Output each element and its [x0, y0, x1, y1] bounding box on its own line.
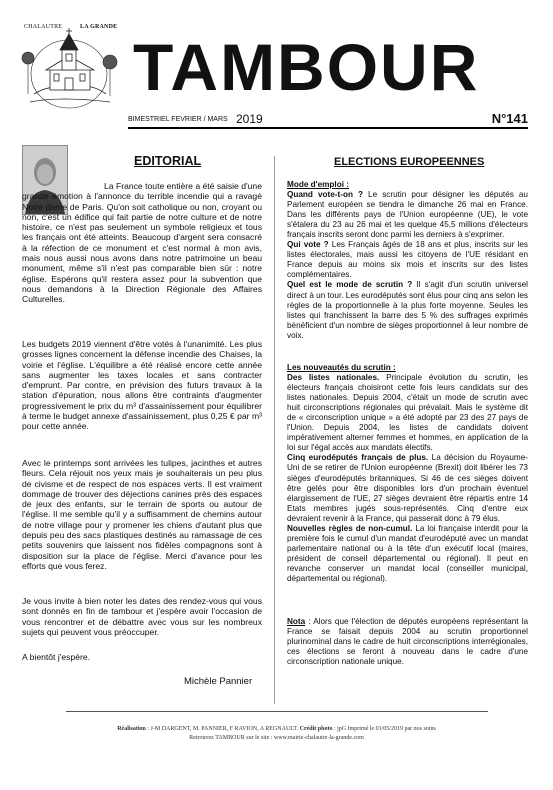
footer-photo-credit-label: Crédit photo [299, 726, 333, 732]
editorial-paragraph-4: Je vous invite à bien noter les dates des rendez-vous qui vous sont donnés en fin de tambour et j'espère avoir l'occasion de vous rencontrer et de débattre avec vous sur les nombreux sujets qui peuvent vous préoccuper. [22, 596, 262, 637]
editorial-paragraph-2: Les budgets 2019 viennent d'être votés à l'unanimité. Les plus grosses lignes concernent la défense incendie des Chaises, la voirie et l'église. L'équilibre a été réalisé encore cette année sans augmenter les taxes locales et sans contracter d'emprunt. Par contre, en prévision des futurs travaux à la station d'épuration, nous allons être contraints d'augmenter progressivement le prix du m³ d'assainissement pour équilibrer à terme le budget annexe d'assainissement, plus 0,25 € par m³ pour cette année. [22, 339, 262, 432]
footer-credits-label: Réalisation [117, 726, 146, 732]
question-who-label: Qui vote ? [287, 240, 329, 250]
elections-note [287, 617, 528, 667]
news-five-deputies [287, 453, 528, 523]
newsletter-title: TAMBOUR [133, 30, 480, 104]
question-when-text: Le scrutin pour désigner les députés au Parlement européen se tiendra le dimanche 26 mai en France. Dans les différents pays de l'Union européenne (UE), le vote s'étalera du 23 au 26 mai et les quelque 45,5 millions d'électeurs français inscrits seront donc parmi les derniers à s'exprimer. [287, 190, 528, 240]
elections-note-section [287, 617, 528, 667]
editorial-signature: Michèle Pannier [184, 676, 253, 687]
question-mode [287, 280, 528, 340]
question-when-label: Quand vote-t-on ? [287, 190, 364, 200]
news-non-cumul-text: La loi française interdit pour la première fois le cumul d'un mandat d'eurodéputé avec un mandat parlementaire national ou à la tête d'un exécutif local (maires, président de conseil départemental ou régional). Il peut en revanche conserver un mandat local (conseiller municipal, départemental ou régional). [287, 523, 528, 583]
news-five-deputies-text: La décision du Royaume-Uni de se retirer de l'Union européenne (Brexit) doit libérer les 73 sièges d'eurodéputés britanniques. Si 46 de ces sièges doivent être gelés pour être disponibles lors d'un prochain éventuel élargissement de l'UE, 27 sièges devraient être répartis entre 14 Etats membres jugés sous-représentés. Cinq d'entre eux devraient revenir à la France, qui passerait donc à 79 élus. [287, 453, 528, 523]
news-national-lists [287, 373, 528, 453]
column-divider [274, 156, 275, 704]
elections-news-section [287, 363, 528, 584]
logo-text-right: LA GRANDE [80, 24, 118, 30]
note-label: Nota [287, 617, 306, 626]
issue-period: BIMESTRIEL FEVRIER / MARS [128, 116, 228, 123]
editorial-paragraph-3: Avec le printemps sont arrivées les tulipes, jacinthes et autres fleurs. Cela réjouit nos yeux mais je souhaiterais un peu plus de civisme et de respect de nos espaces verts. Il est vraiment dommage de trouver des déjections canines près des espaces de jeux des enfants, sur le terrain de sports ou autour de l'église. Il me semble qu'il y a suffisamment de chemins autour de notre village pour y promener les chiens d'autant plus que depuis peu des sacs plastiques destinés au ramassage de ces petits souvenirs que laissent nos fidèles compagnons sont à disposition sur la place de l'église. Merci d'avance pour les efforts que vous ferez. [22, 458, 262, 571]
issue-info [128, 112, 528, 126]
question-who [287, 240, 528, 280]
news-five-deputies-label: Cinq eurodéputés français de plus. [287, 453, 429, 463]
news-national-lists-text: Principale évolution du scrutin, les électeurs français choisiront cette fois leurs candidats sur des listes nationales. Depuis 2004, c'était un mode de scrutin avec huit circonscriptions régionales qui prévalait. Mais le système dit de « circonscription unique » a été adopté par 23 des 27 pays de l'Union. Depuis 2004, les listes de candidats doivent impérativement alterner femmes et hommes, en application de la loi sur l'égal accès aux mandats électifs. [287, 373, 528, 453]
news-heading: Les nouveautés du scrutin : [287, 363, 396, 372]
footer-credits [0, 726, 553, 732]
note-text: : Alors que l'élection de députés européens représentant la France se faisait depuis 2004 au scrutin proportionnel plurinominal dans le cadre de huit circonscriptions interrégionales, ces élections se feront à nouveau dans le cadre d'une circonscription nationale unique. [287, 617, 528, 667]
elections-mode-section [287, 180, 528, 341]
masthead-rule [128, 127, 528, 129]
editorial-closing: A bientôt j'espère. [22, 652, 91, 662]
editorial-heading: EDITORIAL [134, 154, 202, 168]
logo-text-left: CHALAUTRE [24, 24, 63, 30]
mode-heading: Mode d'emploi : [287, 180, 349, 189]
news-non-cumul-label: Nouvelles règles de non-cumul. [287, 523, 413, 533]
news-national-lists-label: Des listes nationales. [287, 373, 380, 383]
editorial-paragraph-1: La France toute entière a été saisie d'une grande émotion à l'annonce du terrible incendie qui a ravagé Notre dame de Paris. Qu'on soit catholique ou non, croyant ou non, c'est un édifice qui fait partie de notre culture et de notre histoire, ce n'est pas seulement un symbole religieux et tous les français ont été atteints. Beaucoup d'argent sera consacré à la réfection de ce monument et c'est normal à mon avis, mais nous aussi nous avons dans notre patrimoine un beau monument, même s'il n'est pas comparable bien sûr : notre église. Espérons qu'il restera assez pour la subvention que nous demandons à la Direction Régionale des Affaires Culturelles. [22, 181, 262, 305]
question-when [287, 190, 528, 240]
church-logo-icon [20, 24, 118, 114]
issue-year: 2019 [236, 112, 263, 126]
footer-website: Retrouvez TAMBOUR sur le site : www.mairie-chalautre-la-grande.com [189, 735, 364, 741]
footer-rule [66, 711, 488, 712]
question-mode-label: Quel est le mode de scrutin ? [287, 280, 413, 290]
footer-credits-text: : J-M DARGENT, M. PANNIER, F RAVION, A REGNAULT. [145, 726, 300, 732]
elections-heading: ELECTIONS EUROPEENNES [334, 156, 485, 168]
question-mode-text: Il s'agit d'un scrutin universel direct à un tour. Les eurodéputés sont élus pour cinq ans selon les règles de la proportionnelle à la plus forte moyenne. Seules les listes qui franchissent la barre des 5 % des suffrages exprimés bénéficient d'un nombre de sièges proportionnel à leur nombre de voix. [287, 280, 528, 340]
issue-number: N°141 [491, 111, 528, 126]
question-who-text: Les Français âgés de 18 ans et plus, inscrits sur les listes électorales, mais aussi les citoyens de l'UE résidant en France depuis au moins six mois et inscrits sur des listes complémentaires. [287, 240, 528, 280]
news-non-cumul [287, 524, 528, 584]
footer-photo-credit-text: : jpG Imprimé le 01/05/2019 par nos soins [332, 726, 436, 732]
